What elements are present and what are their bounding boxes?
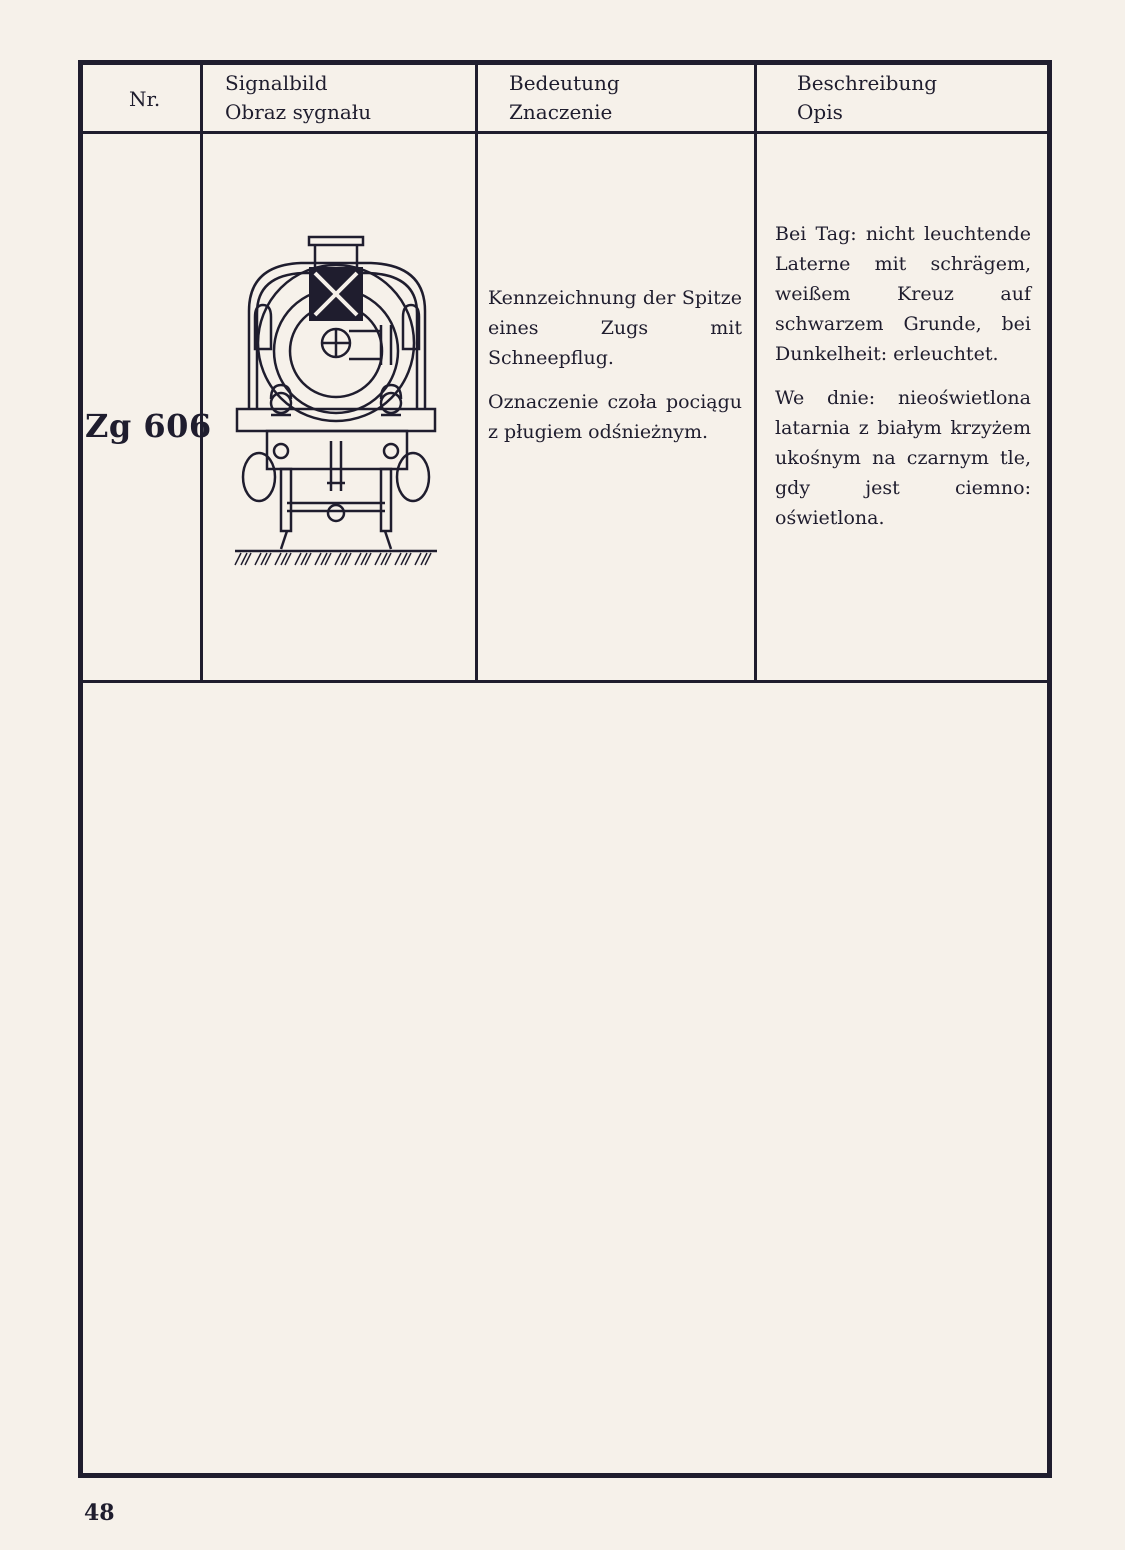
header-beschreibung-pl: Opis [797, 100, 843, 124]
beschreibung-german: Bei Tag: nicht leuchtende Laterne mit schrägem, weißem Kreuz auf schwarzem Grunde, bei Dunkelheit: erleuchtet. [775, 223, 1031, 365]
signal-number: Zg 606 [85, 407, 212, 445]
column-divider-3 [754, 65, 757, 683]
bedeutung-german: Kennzeichnung der Spitze eines Zugs mit Schneepflug. [488, 287, 742, 369]
column-divider-1 [200, 65, 203, 683]
bedeutung-polish: Oznaczenie czoła pociągu z pługiem odśnieżnym. [488, 391, 742, 443]
locomotive-signal-image [231, 233, 446, 573]
header-divider [83, 131, 1047, 134]
header-signalbild-pl: Obraz sygnału [225, 100, 372, 124]
header-signalbild-de: Signalbild [225, 71, 328, 95]
header-bedeutung-pl: Znaczenie [509, 100, 613, 124]
beschreibung-polish: We dnie: nieoświetlona latarnia z białym krzyżem ukośnym na czarnym tle, gdy jest ciemno: oświetlona. [775, 387, 1031, 529]
header-nr: Nr. [129, 87, 161, 111]
page-number: 48 [84, 1500, 115, 1526]
header-bedeutung-de: Bedeutung [509, 71, 620, 95]
signal-table [78, 60, 1052, 1478]
empty-table-area [83, 683, 1047, 1473]
header-bedeutung [509, 69, 620, 127]
header-beschreibung [797, 69, 937, 127]
beschreibung-cell [775, 219, 1031, 533]
header-beschreibung-de: Beschreibung [797, 71, 938, 95]
bedeutung-cell [488, 283, 742, 447]
column-divider-2 [475, 65, 478, 683]
header-signalbild [225, 69, 371, 127]
